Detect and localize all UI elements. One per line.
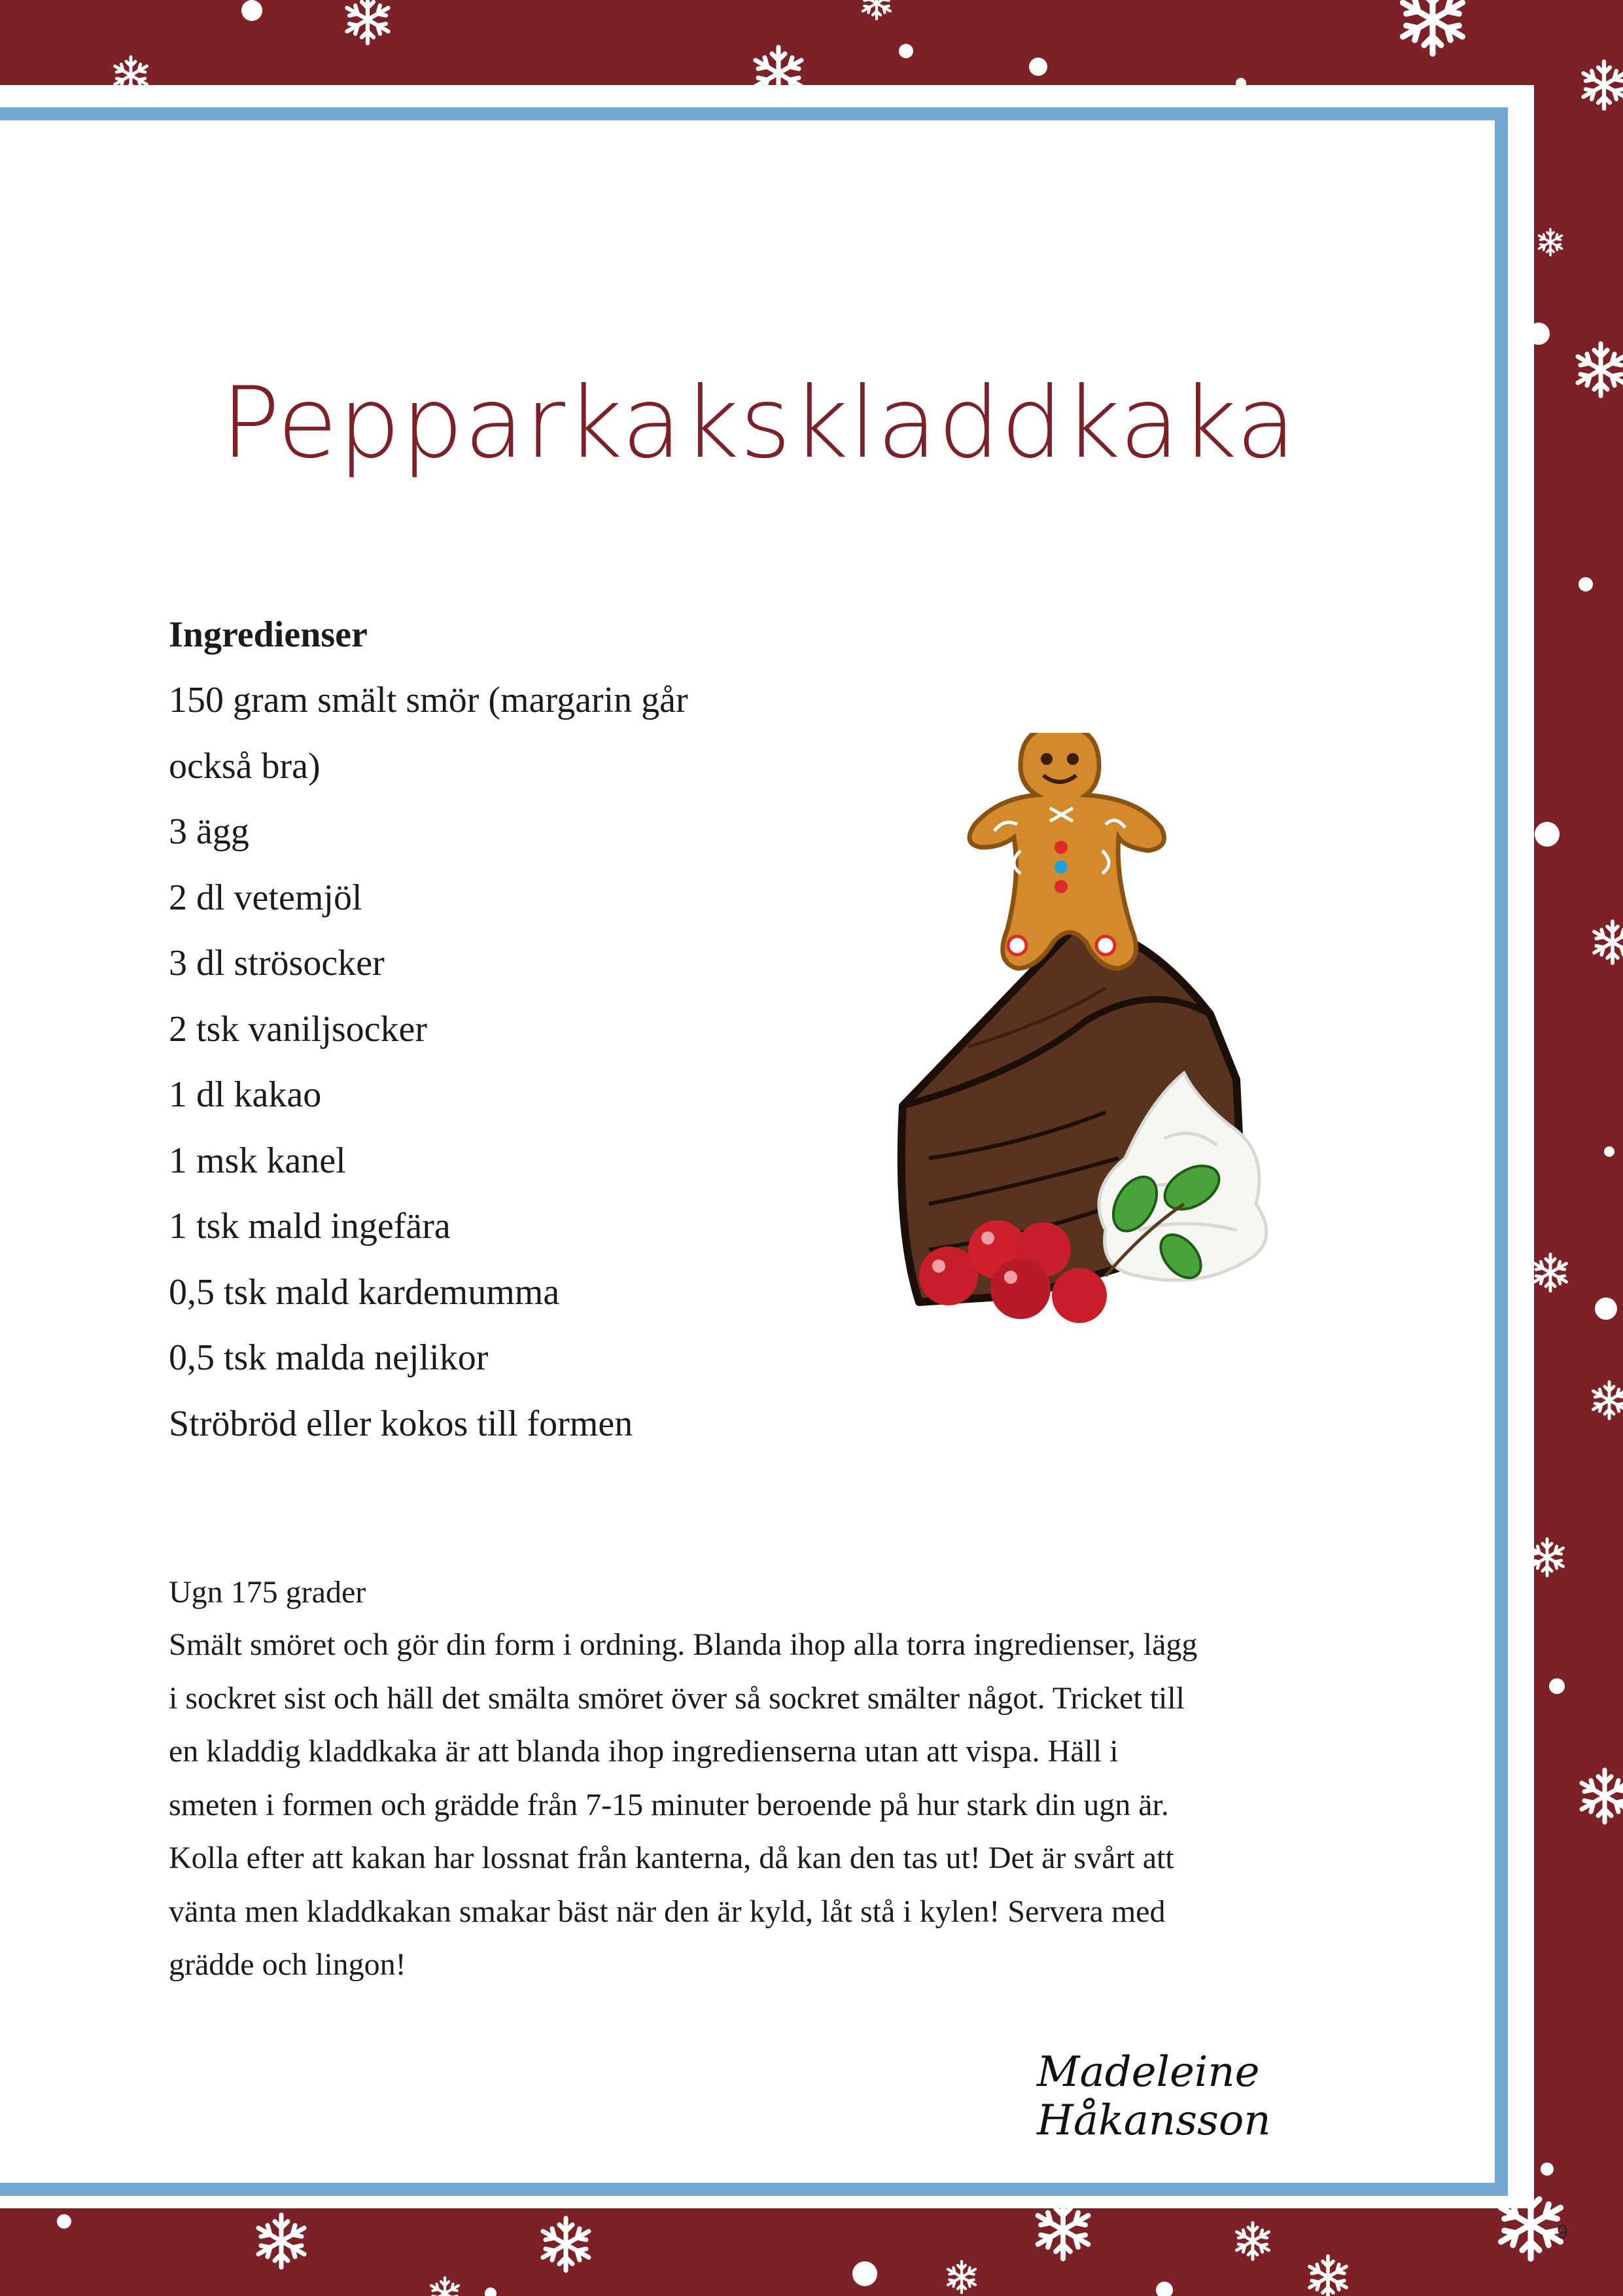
instruction-line: vänta men kladdkakan smakar bäst när den är kyld, låt stå i kylen! Servera med xyxy=(169,1894,1166,1929)
instruction-line: smeten i formen och grädde från 7-15 minuter beroende på hur stark din ugn är. xyxy=(169,1787,1169,1822)
list-item: Ströbröd eller kokos till formen xyxy=(169,1403,633,1444)
gingerbread-man-icon xyxy=(969,733,1164,968)
list-item: 2 tsk vaniljsocker xyxy=(169,1008,428,1050)
oven-temperature: Ugn 175 grader xyxy=(169,1575,366,1610)
snowflake-icon xyxy=(1539,229,1562,255)
instruction-line: Smält smöret och gör din form i ordning. Blanda ihop alla torra ingredienser, lägg xyxy=(169,1627,1198,1662)
cake-illustration xyxy=(890,733,1348,1348)
snowflake-icon xyxy=(1594,1382,1623,1419)
snowflake-icon xyxy=(1578,344,1623,396)
snowflake-icon xyxy=(347,0,389,43)
recipe-title: Pepparkakskladdkaka xyxy=(220,366,1297,480)
list-item: 0,5 tsk malda nejlikor xyxy=(169,1337,489,1378)
snowflake-icon xyxy=(1584,62,1623,109)
page-number: 9 xyxy=(1557,2221,1568,2243)
instruction-line: grädde och lingon! xyxy=(169,1947,406,1982)
method-section xyxy=(169,1567,1340,1992)
ingredients-heading: Ingredienser xyxy=(169,614,368,655)
list-item: 1 dl kakao xyxy=(169,1074,322,1115)
list-item: 0,5 tsk mald kardemumma xyxy=(169,1271,560,1313)
instruction-line: Kolla efter att kakan har lossnat från kanterna, då kan den tas ut! Det är svårt att xyxy=(169,1841,1174,1875)
snowflake-icon xyxy=(543,2218,589,2270)
snowflake-icon xyxy=(1582,1770,1623,1822)
ingredients-section xyxy=(169,602,823,1457)
list-item: 1 msk kanel xyxy=(169,1140,346,1181)
list-item: 150 gram smält smör (margarin går xyxy=(169,680,688,720)
snowflake-icon xyxy=(258,2215,304,2267)
snowflake-icon xyxy=(1038,2201,1089,2259)
snowflake-icon xyxy=(1531,1539,1563,1576)
list-item: också bra) xyxy=(169,745,321,786)
ingredient-list xyxy=(169,667,823,1457)
author-signature: Madeleine Håkansson xyxy=(1037,2048,1271,2145)
snowflake-icon xyxy=(948,2261,975,2293)
snowflake-icon xyxy=(1310,2256,1346,2296)
instructions xyxy=(169,1618,1340,1992)
list-item: 2 dl vetemjöl xyxy=(169,877,362,918)
instruction-line: i sockret sist och häll det smälta smöret över så sockret smälter något. Tricket till xyxy=(169,1680,1185,1716)
snowflake-icon xyxy=(431,2278,459,2296)
list-item: 3 ägg xyxy=(169,811,249,852)
snowflake-icon xyxy=(1403,0,1463,54)
snowflake-icon xyxy=(1594,921,1623,963)
list-item: 3 dl strösocker xyxy=(169,943,385,983)
snowflake-icon xyxy=(1237,2223,1269,2259)
instruction-line: en kladdig kladdkaka är att blanda ihop ingredienserna utan att vispa. Häll i xyxy=(169,1734,1119,1769)
list-item: 1 tsk mald ingefära xyxy=(169,1206,451,1246)
snowflake-icon xyxy=(863,0,890,19)
snowflake-icon xyxy=(1535,1254,1567,1291)
